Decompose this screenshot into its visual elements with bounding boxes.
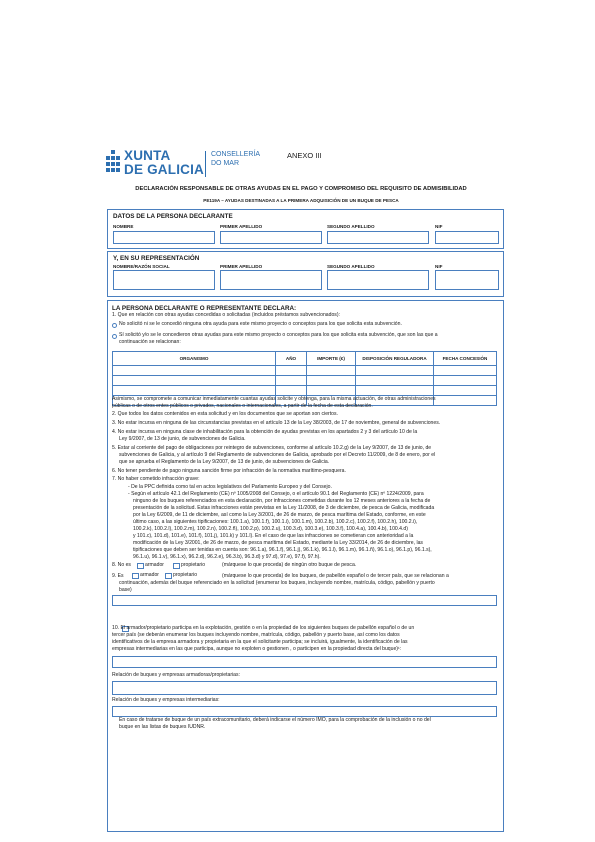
primer-apellido-field[interactable] xyxy=(220,231,322,244)
item-5-line2: subvenciones de Galicia, y al artículo 9 del Reglamento de subvenciones de Galicia, aprobado por el Decreto 11/2009, de 8 de enero, por el xyxy=(119,452,436,458)
nif-label: NIF xyxy=(435,224,443,229)
item-9-armador-label: armador xyxy=(140,572,159,578)
item-9-suffix-line1: (márquese lo que proceda) de los buques, de pabellón español o de tercer país, que se relacionan a xyxy=(222,573,449,579)
item-5-line3: que se aprueba el Reglamento de la Ley 9/2007, de 13 de junio, de subvenciones de Galicia. xyxy=(119,459,330,465)
item-9-propietario-checkbox[interactable] xyxy=(165,573,172,579)
item-7b-line10: 96.1.u), 96.1.v), 96.1.x), 96.2.d), 96.2.e), 96.3.b), 96.3.d) y 97.d), 97.e), 97.f), 97.h). xyxy=(133,554,321,560)
representacion-section xyxy=(107,251,504,297)
option-si-ayudas-line1: Sí solicitó y/o se le concedieron otras ayudas para este mismo proyecto o conceptos para los que solicita esta subvención, que son las que a xyxy=(119,332,438,338)
item-7b-line1: - Según el artículo 42.1 del Reglamento (CE) nº 1005/2008 del Consejo, o el artículo 90.1 del Reglamento (CE) nº 1224/2009, para xyxy=(128,491,424,497)
asimismo-line2: públicas o de otros entes públicos o privados, nacionales o internacionales, a partir de la fecha de esta declaración. xyxy=(112,403,373,409)
item-9-buques-field[interactable] xyxy=(112,595,497,606)
item-7a: - De la PPC definida como tal en actos legislativos del Parlamento Europeo y del Consejo. xyxy=(128,484,332,490)
asimismo-line1: Asimismo, se compromete a comunicar inmediatamente cuantas ayudas solicite y obtenga, para la misma actuación, de otras administraciones xyxy=(112,396,436,402)
item-9-prefix: 9. Es xyxy=(112,573,124,579)
conselleria-line2: DO MAR xyxy=(211,159,239,167)
razon-social-field[interactable] xyxy=(113,270,215,290)
table-row[interactable] xyxy=(113,386,497,396)
nota-line2: buque en las listas de buques IUDNR. xyxy=(119,724,206,730)
relacion-armadoras-label: Relación de buques y empresas armadoras/propietarias: xyxy=(112,672,240,678)
declarante-section xyxy=(107,209,504,249)
item-10-line4: empresas intermediarias en las que participa, aunque no exploten o gestionen , o participen en la propiedad directa del buque)¹: xyxy=(112,646,402,652)
item-8-propietario-checkbox[interactable] xyxy=(173,563,180,569)
anexo-label: ANEXO III xyxy=(287,151,322,160)
col-ano: AÑO xyxy=(276,352,307,366)
option-no-ayudas: No solicitó ni se le concedió ninguna otra ayuda para este mismo proyecto o conceptos para los que solicita esta subvención. xyxy=(119,321,402,327)
rep-nif-label: NIF xyxy=(435,264,443,269)
nif-field[interactable] xyxy=(435,231,499,244)
col-fecha: FECHA CONCESIÓN xyxy=(434,352,497,366)
rep-primer-apellido-label: PRIMER APELLIDO xyxy=(220,264,263,269)
item-10-field[interactable] xyxy=(112,656,497,668)
item-8-armador-label: armador xyxy=(145,562,164,568)
logo-line1: XUNTA xyxy=(124,148,171,163)
item-9-suffix-line3: base) xyxy=(119,587,132,593)
item-8-armador-checkbox[interactable] xyxy=(137,563,144,569)
header-divider xyxy=(205,151,206,177)
primer-apellido-label: PRIMER APELLIDO xyxy=(220,224,263,229)
item-8-suffix: (márquese lo que proceda) de ningún otro buque de pesca. xyxy=(222,562,357,568)
logo-line2: DE GALICIA xyxy=(124,162,205,177)
rep-primer-apellido-field[interactable] xyxy=(220,270,322,290)
radio-no-ayudas[interactable] xyxy=(112,323,117,328)
nombre-label: NOMBRE xyxy=(113,224,134,229)
item-8-propietario-label: propietario xyxy=(181,562,206,568)
item-8-prefix: 8. No es xyxy=(112,562,131,568)
rep-segundo-apellido-field[interactable] xyxy=(327,270,429,290)
item-7: 7. No haber cometido infracción grave: xyxy=(112,476,200,482)
option-si-ayudas-line2: continuación se relacionan: xyxy=(119,339,181,345)
item-2: 2. Que todos los datos contenidos en esta solicitud y en los documentos que se aportan son ciertos. xyxy=(112,411,338,417)
item-7b-line4: por la Ley 6/2009, de 11 de diciembre, así como la Ley 3/2001, de 26 de marzo, de pesca marítima del Estado, conforme, en este xyxy=(133,512,426,518)
table-row[interactable] xyxy=(113,376,497,386)
item-7b-line5: último caso, a las siguientes tipificaciones: 100.1.a), 100.1.f), 100.1.i), 100.1.m), 100.2.b), 100.2.c), 100.2.f), 100.2.h), 100.2.i), xyxy=(133,519,418,525)
item-7b-line8: modificación de la Ley 3/2001, de 26 de marzo, de pesca marítima del Estado, mediante la Ley 33/2014, de 26 de diciembre, las xyxy=(133,540,423,546)
segundo-apellido-label: SEGUNDO APELLIDO xyxy=(327,224,375,229)
document-title: DECLARACIÓN RESPONSABLE DE OTRAS AYUDAS EN EL PAGO Y COMPROMISO DEL REQUISITO DE ADMISIBILIDAD xyxy=(135,186,467,192)
item-5-line1: 5. Estar al corriente del pago de obligaciones por reintegro de subvenciones, conforme al artículo 10.2.g) de la Ley 9/2007, de 13 de junio, de xyxy=(112,445,432,451)
item-4-line2: Ley 9/2007, de 13 de junio, de subvenciones de Galicia. xyxy=(119,436,246,442)
item-9-suffix-line2: continuación, además del buque referenciado en la solicitud (enumerar los buques, incluyendo nombre, matrícula, código, pabellón y puerto xyxy=(119,580,435,586)
relacion-armadoras-field[interactable] xyxy=(112,681,497,695)
razon-social-label: NOMBRE/RAZÓN SOCIAL xyxy=(113,264,170,269)
item-4-line1: 4. No estar incursa en ninguna clase de inhabilitación para la obtención de ayudas previstas en los apartados 2 y 3 del artículo 10 de la xyxy=(112,429,418,435)
item-6: 6. No tener pendiente de pago ninguna sanción firme por infracción de la normativa marítimo-pesquera. xyxy=(112,468,346,474)
table-header-row xyxy=(113,352,497,366)
item-10-line3: identificativos de la empresa armadora y propietaria en la que el solicitante participa; se incluirá, igualmente, la identificación de las xyxy=(112,639,408,645)
rep-segundo-apellido-label: SEGUNDO APELLIDO xyxy=(327,264,375,269)
conselleria-label xyxy=(211,151,260,168)
item-7b-line7: y 101.c), 101.d), 101.e), 101.f), 101.j), 101.k) y 101.l). En el caso de que las infracciones se cometieran con anterioridad a la xyxy=(133,533,414,539)
col-organismo: ORGANISMO xyxy=(113,352,276,366)
representacion-title: Y, EN SU REPRESENTACIÓN xyxy=(113,255,200,262)
segundo-apellido-field[interactable] xyxy=(327,231,429,244)
xunta-logo xyxy=(104,148,204,180)
conselleria-line1: CONSELLERÍA xyxy=(211,151,261,158)
nombre-field[interactable] xyxy=(113,231,215,244)
col-disposicion: DISPOSICIÓN REGULADORA xyxy=(356,352,434,366)
table-row[interactable] xyxy=(113,366,497,376)
item-9-propietario-label: propietario xyxy=(173,572,198,578)
item-9-armador-checkbox[interactable] xyxy=(132,573,139,579)
item-7b-line2: ninguno de los buques referenciados en esta declaración, por infracciones cometidas durante los 12 meses anteriores a la fecha de xyxy=(133,498,431,504)
col-importe: IMPORTE (€) xyxy=(307,352,356,366)
item-7b-line9: tipificaciones que deben ser tenidas en cuenta son: 96.1.a), 96.1.f), 96.1.j), 96.1.k), 96.1.l), 96.1.m), 96.1.ñ), 96.1.o), 96.1.p), 96.1.s), xyxy=(133,547,432,553)
xunta-emblem-icon xyxy=(104,150,122,176)
logo-wordmark xyxy=(124,149,204,177)
relacion-intermediarias-field[interactable] xyxy=(112,706,497,717)
item-7b-line6: 100.2.k), 100.2.l), 100.2.m), 100.2.n), 100.2.ñ), 100.2.p), 100.2.u), 100.3.d), 100.3.e), 100.3.f), 100.4.a), 100.4.b), 100.4.d) xyxy=(133,526,408,532)
item-7b-line3: presentación de la solicitud. Estas infracciones están previstas en la Ley 11/2008, de 3 de diciembre, de pesca de Galicia, modificada xyxy=(133,505,435,511)
rep-nif-field[interactable] xyxy=(435,270,499,290)
relacion-intermediarias-label: Relación de buques y empresas intermediarias: xyxy=(112,697,220,703)
declara-title: LA PERSONA DECLARANTE O REPRESENTANTE DECLARA: xyxy=(112,305,297,312)
item-10-line1: 10. El armador/propietario participa en la explotación, gestión o en la propiedad de los siguientes buques de pabellón español o de un xyxy=(112,625,415,631)
item-1: 1. Que en relación con otras ayudas concedidas o solicitadas (incluidos préstamos subvencionados): xyxy=(112,312,340,318)
item-3: 3. No estar incursa en ninguna de las circunstancias previstas en el artículo 13 de la Ley 38/2003, de 17 de noviembre, general de subvenciones. xyxy=(112,420,441,426)
item-10-line2: tercer país (se deberán enumerar los buques incluyendo nombre, matrícula, código, pabellón y puerto base, así como los datos xyxy=(112,632,400,638)
declarante-title: DATOS DE LA PERSONA DECLARANTE xyxy=(113,213,233,220)
nota-line1: En caso de tratarse de buque de un país extracomunitario, deberá indicarse el número IMO, para la comprobación de la inclusión o no del xyxy=(119,717,431,723)
radio-si-ayudas[interactable] xyxy=(112,334,117,339)
document-subtitle: PE119A – AYUDAS DESTINADAS A LA PRIMERA ADQUISICIÓN DE UN BUQUE DE PESCA xyxy=(203,198,399,203)
